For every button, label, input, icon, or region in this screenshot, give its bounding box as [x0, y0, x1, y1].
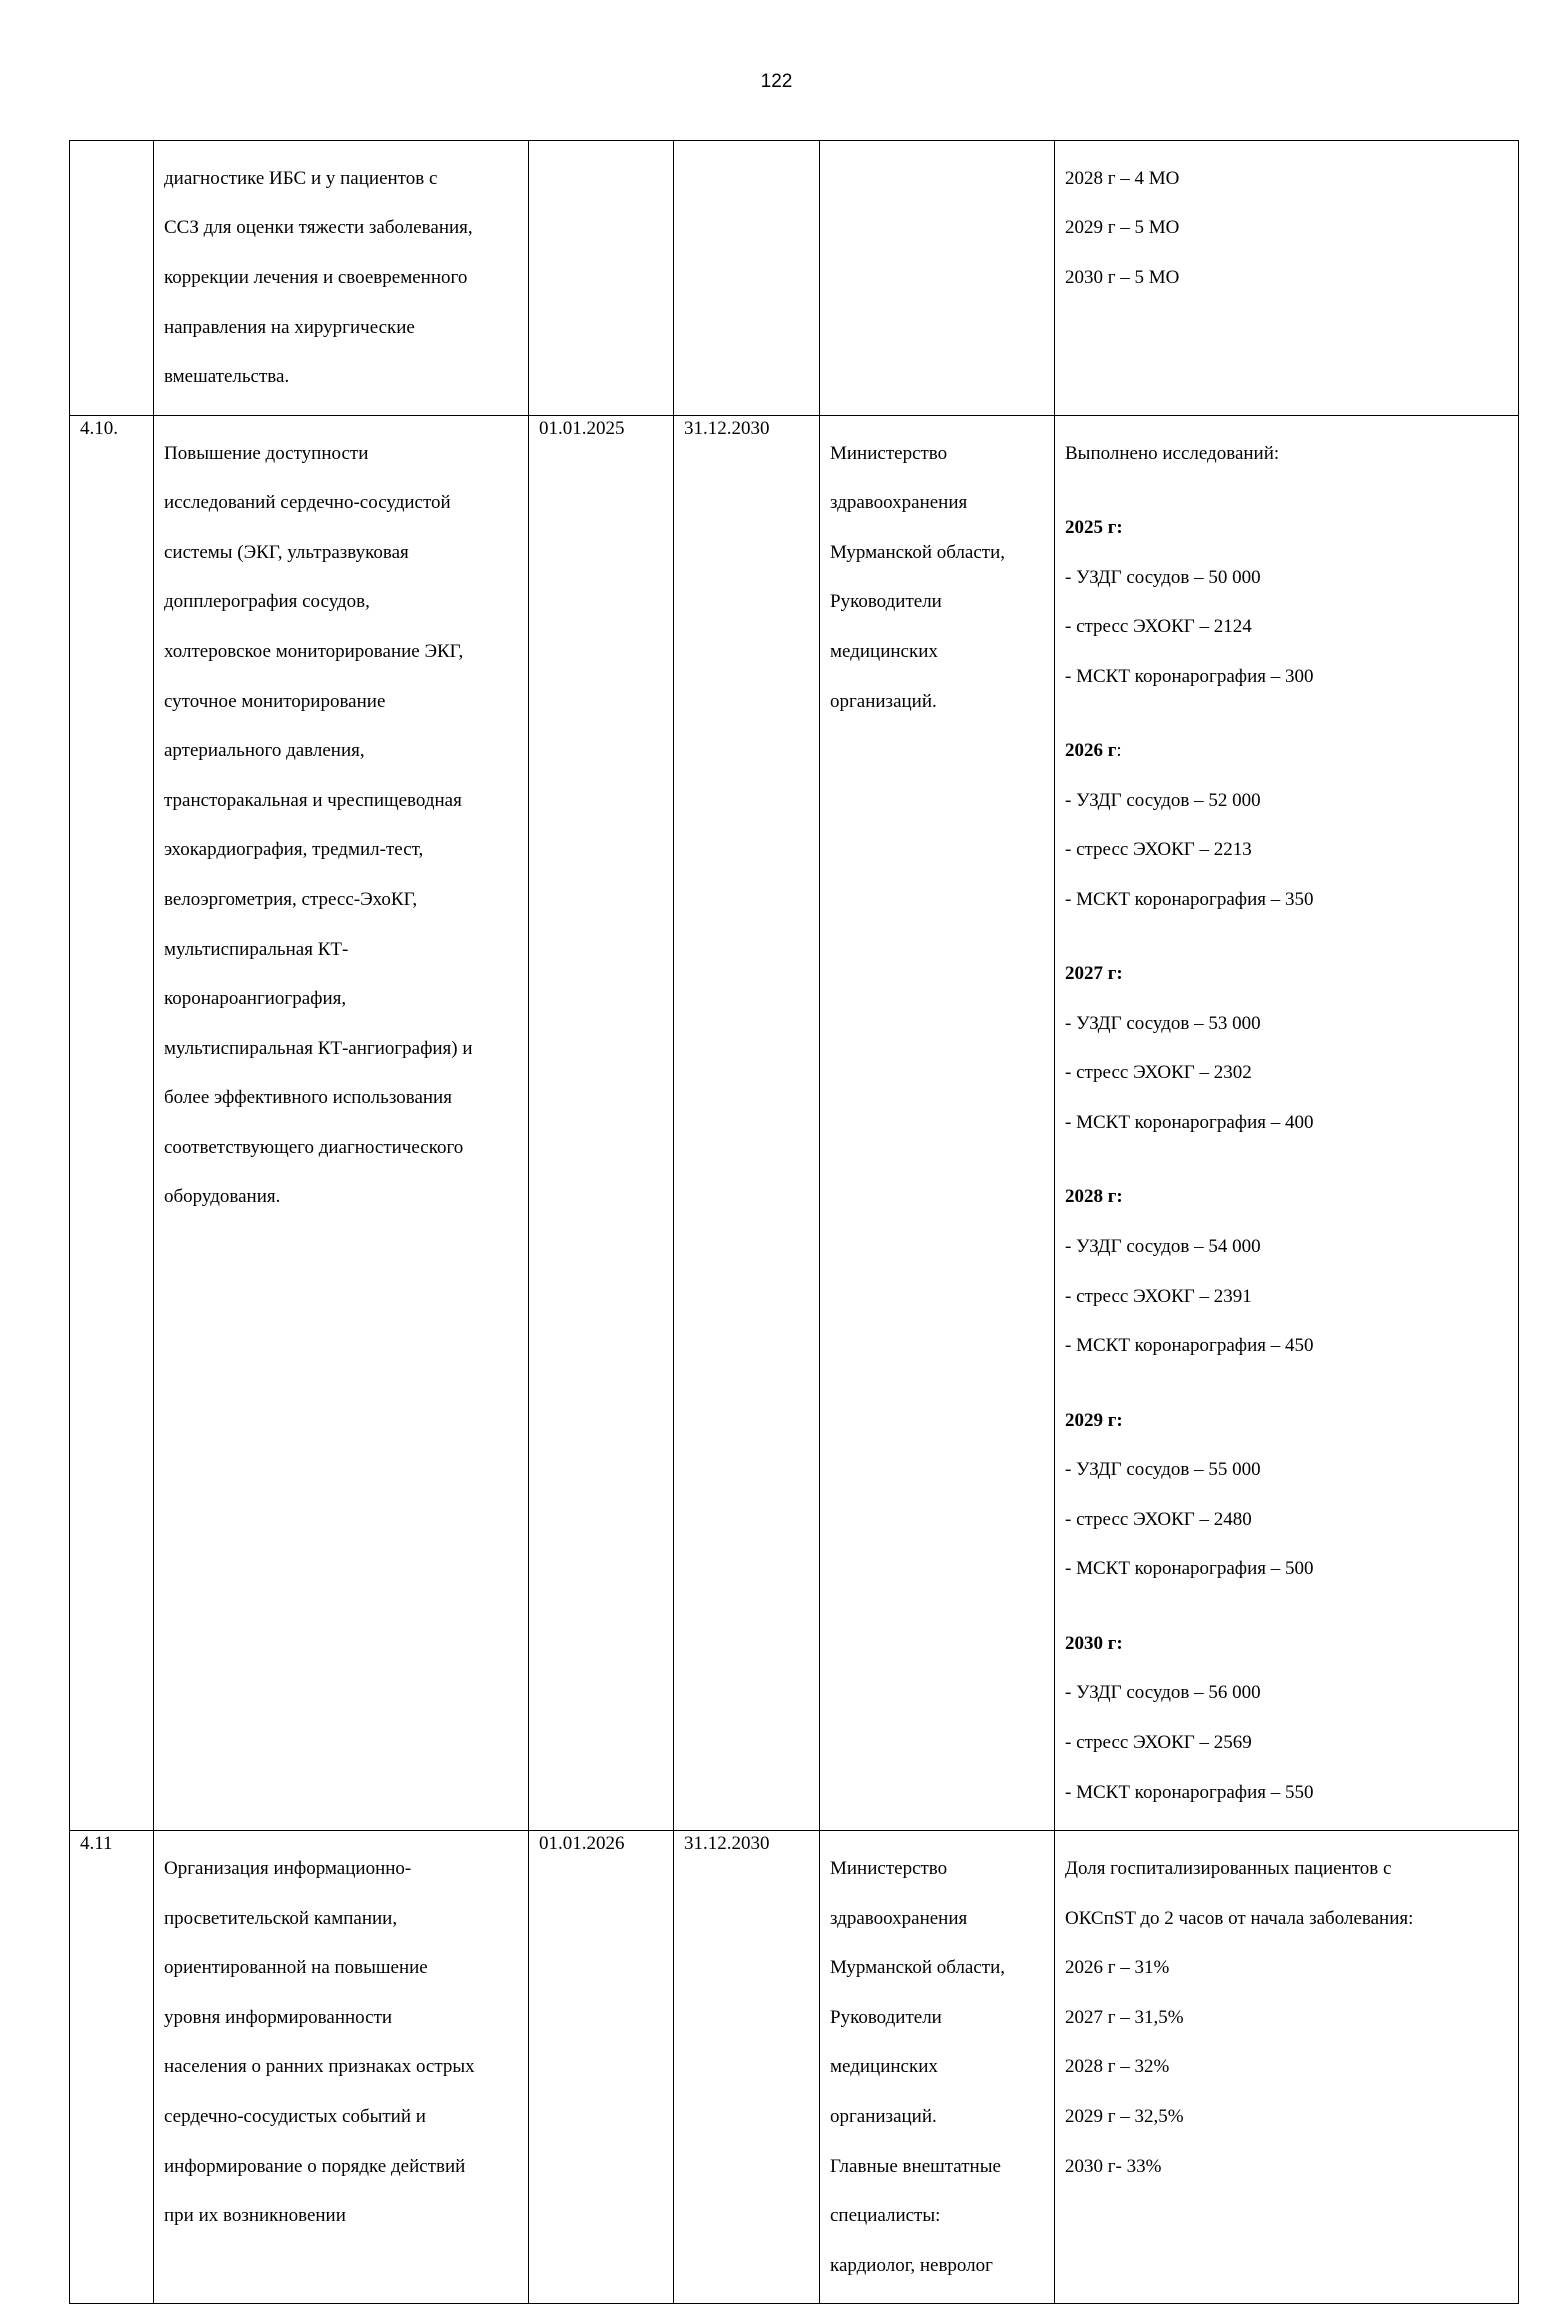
table-row [70, 415, 1519, 1830]
text-line: коррекции лечения и своевременного [164, 266, 468, 288]
table-row [70, 141, 1519, 416]
event-description [154, 1831, 529, 2304]
year-heading: 2028 г: [1065, 1186, 1123, 1208]
year-heading: 2030 г: [1065, 1632, 1123, 1654]
text-line: соответствующего диагностического [164, 1136, 464, 1158]
start-date [529, 141, 674, 416]
text-line: 2028 г – 32% [1065, 2056, 1170, 2078]
start-date: 01.01.2025 [529, 415, 674, 1830]
text-line: ССЗ для оценки тяжести заболевания, [164, 217, 473, 239]
text-line: просветительской кампании, [164, 1907, 398, 1929]
end-date: 31.12.2030 [674, 1831, 820, 2304]
start-date: 01.01.2026 [529, 1831, 674, 2304]
result-item: - стресс ЭХОКГ – 2213 [1065, 839, 1252, 861]
text-line: Главные внештатные [830, 2155, 1001, 2177]
result-item: - УЗДГ сосудов – 54 000 [1065, 1236, 1261, 1258]
text-line: суточное мониторирование [164, 690, 386, 712]
text-line: здравоохранения [830, 1907, 968, 1929]
text-line: организаций. [830, 2105, 937, 2127]
result-item: - УЗДГ сосудов – 56 000 [1065, 1682, 1261, 1704]
text-line: Министерство [830, 1857, 948, 1879]
text-line: 2030 г- 33% [1065, 2155, 1162, 2177]
text-line: здравоохранения [830, 492, 968, 514]
text-line: направления на хирургические [164, 316, 415, 338]
year-suffix: : [1116, 740, 1122, 762]
row-number: 4.10. [70, 415, 154, 1830]
text-line: 2029 г – 5 МО [1065, 217, 1180, 239]
result-item: - УЗДГ сосудов – 55 000 [1065, 1459, 1261, 1481]
end-date [674, 141, 820, 416]
result [1055, 141, 1519, 416]
responsible [820, 141, 1055, 416]
text-line: населения о ранних признаках острых [164, 2056, 475, 2078]
text-line: трансторакальная и чреспищеводная [164, 789, 462, 811]
result-item: - МСКТ коронарография – 450 [1065, 1335, 1314, 1357]
text-line: вмешательства. [164, 366, 290, 388]
text-line: Повышение доступности [164, 442, 369, 464]
responsible [820, 415, 1055, 1830]
plan-table [69, 140, 1519, 2304]
year-heading: 2026 г [1065, 740, 1117, 762]
result-item: - стресс ЭХОКГ – 2124 [1065, 616, 1252, 638]
result-item: - УЗДГ сосудов – 53 000 [1065, 1012, 1261, 1034]
text-line: сердечно-сосудистых событий и [164, 2105, 426, 2127]
year-heading-line [1065, 739, 1508, 764]
text-line: 2029 г – 32,5% [1065, 2105, 1184, 2127]
result-item: - МСКТ коронарография – 400 [1065, 1112, 1314, 1134]
text-line: велоэргометрия, стресс-ЭхоКГ, [164, 888, 418, 910]
result-item: - стресс ЭХОКГ – 2391 [1065, 1285, 1252, 1307]
text-line: оборудования. [164, 1186, 281, 1208]
text-line: диагностике ИБС и у пациентов с [164, 167, 438, 189]
text-line: Мурманской области, [830, 541, 1006, 563]
responsible [820, 1831, 1055, 2304]
text-line: системы (ЭКГ, ультразвуковая [164, 541, 409, 563]
text-line: медицинских [830, 640, 938, 662]
row-number: 4.11 [70, 1831, 154, 2304]
result-item: - МСКТ коронарография – 300 [1065, 665, 1314, 687]
table-row [70, 1831, 1519, 2304]
text-line: эхокардиография, тредмил-тест, [164, 839, 424, 861]
event-description [154, 415, 529, 1830]
text-line: Министерство [830, 442, 948, 464]
text-line: специалисты: [830, 2205, 941, 2227]
result [1055, 415, 1519, 1830]
text-line: Доля госпитализированных пациентов с [1065, 1857, 1392, 1879]
year-heading: 2029 г: [1065, 1409, 1123, 1431]
result-item: - УЗДГ сосудов – 50 000 [1065, 566, 1261, 588]
result-item: - стресс ЭХОКГ – 2302 [1065, 1062, 1252, 1084]
text-line: ориентированной на повышение [164, 1957, 428, 1979]
text-line: медицинских [830, 2056, 938, 2078]
text-line: холтеровское мониторирование ЭКГ, [164, 640, 464, 662]
result-intro: Выполнено исследований: [1065, 442, 1280, 464]
text-line: Организация информационно- [164, 1857, 412, 1879]
text-line: ОКСпST до 2 часов от начала заболевания: [1065, 1907, 1414, 1929]
page-number: 122 [760, 71, 793, 92]
text-line: при их возникновении [164, 2205, 346, 2227]
text-line: уровня информированности [164, 2006, 393, 2028]
text-line: артериального давления, [164, 740, 365, 762]
end-date: 31.12.2030 [674, 415, 820, 1830]
text-line: мультиспиральная КТ- [164, 938, 349, 960]
row-number [70, 141, 154, 416]
text-line: информирование о порядке действий [164, 2155, 466, 2177]
year-heading: 2025 г: [1065, 516, 1123, 538]
result-item: - стресс ЭХОКГ – 2569 [1065, 1732, 1252, 1753]
text-line: Руководители [830, 591, 942, 613]
text-line: 2030 г – 5 МО [1065, 266, 1180, 288]
text-line: мультиспиральная КТ-ангиография) и [164, 1037, 473, 1059]
result-item: - УЗДГ сосудов – 52 000 [1065, 789, 1261, 811]
text-line: Мурманской области, [830, 1957, 1006, 1979]
text-line: 2027 г – 31,5% [1065, 2006, 1184, 2028]
text-line: коронароангиография, [164, 988, 347, 1010]
result-item: - МСКТ коронарография – 550 [1065, 1781, 1314, 1803]
text-line: более эффективного использования [164, 1087, 452, 1109]
text-line: допплерография сосудов, [164, 591, 370, 613]
result [1055, 1831, 1519, 2304]
text-line: 2026 г – 31% [1065, 1957, 1170, 1979]
text-line: Руководители [830, 2006, 942, 2028]
text-line: исследований сердечно-сосудистой [164, 492, 451, 514]
event-description [154, 141, 529, 416]
result-item: - МСКТ коронарография – 500 [1065, 1558, 1314, 1580]
result-item: - МСКТ коронарография – 350 [1065, 888, 1314, 910]
year-heading: 2027 г: [1065, 963, 1123, 985]
text-line: 2028 г – 4 МО [1065, 167, 1180, 189]
text-line: организаций. [830, 690, 937, 712]
text-line: кардиолог, невролог [830, 2254, 993, 2276]
result-item: - стресс ЭХОКГ – 2480 [1065, 1508, 1252, 1530]
